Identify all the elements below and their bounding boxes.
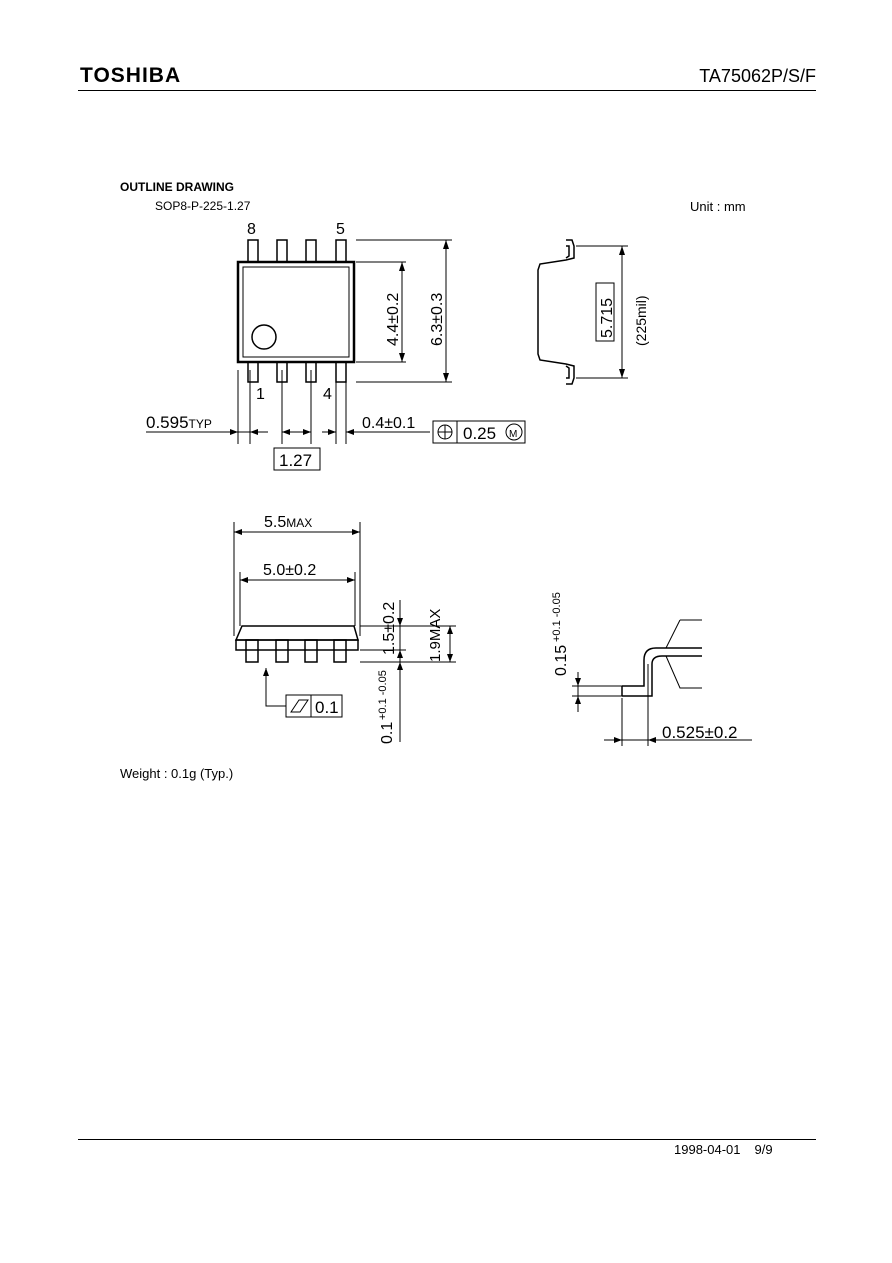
package-code: SOP8-P-225-1.27 xyxy=(155,199,251,213)
dim-basic: 5.715 xyxy=(599,297,616,338)
dim-mil: (225mil) xyxy=(633,295,649,346)
weight-note: Weight : 0.1g (Typ.) xyxy=(120,766,234,781)
pin-label-4: 4 xyxy=(323,386,332,403)
dim-max-height: 1.9MAX xyxy=(427,608,444,662)
footer xyxy=(674,1142,787,1157)
dim-body-width: 4.4±0.2 xyxy=(385,292,402,346)
pin-8 xyxy=(248,240,258,262)
footer-rule xyxy=(78,1139,816,1140)
flatness-value: 0.1 xyxy=(315,698,339,717)
dim-body-height: 1.5±0.2 xyxy=(381,601,398,655)
pin-4 xyxy=(336,362,346,382)
dim-standoff: 0.1 xyxy=(379,721,396,744)
footer-date: 1998-04-01 xyxy=(674,1142,741,1157)
dim-max-length: 5.5MAX xyxy=(264,514,313,531)
dim-body-length: 5.0±0.2 xyxy=(263,562,317,579)
pin-6 xyxy=(306,240,316,262)
pin-label-1: 1 xyxy=(256,386,265,403)
dim-lead-width: 0.4±0.1 xyxy=(362,415,416,432)
footer-page: 9/9 xyxy=(754,1142,773,1157)
pin-label-8: 8 xyxy=(247,221,256,238)
package-body xyxy=(238,262,354,362)
pin1-marker xyxy=(252,325,276,349)
unit-label: Unit : mm xyxy=(690,199,746,214)
dim-pitch: 1.27 xyxy=(279,451,313,470)
dim-pin-offset: 0.595TYP xyxy=(146,413,212,432)
pin-label-5: 5 xyxy=(336,221,345,238)
dim-lead-thickness: 0.15 xyxy=(553,644,570,676)
position-tolerance: 0.25 xyxy=(463,424,497,443)
front-view xyxy=(234,522,456,742)
pin-5 xyxy=(336,240,346,262)
pin-7 xyxy=(277,240,287,262)
position-modifier: M xyxy=(509,429,518,440)
dim-total-width: 6.3±0.3 xyxy=(429,292,446,346)
dim-standoff-tol: +0.1 -0.05 xyxy=(377,670,389,720)
package-body-inner xyxy=(243,267,349,357)
section-title: OUTLINE DRAWING xyxy=(120,180,234,194)
part-number: TA75062P/S/F xyxy=(699,66,816,86)
dim-foot-length: 0.525±0.2 xyxy=(662,723,738,742)
brand-logo: TOSHIBA xyxy=(80,64,182,87)
dim-lead-thickness-tol: +0.1 -0.05 xyxy=(551,592,563,642)
